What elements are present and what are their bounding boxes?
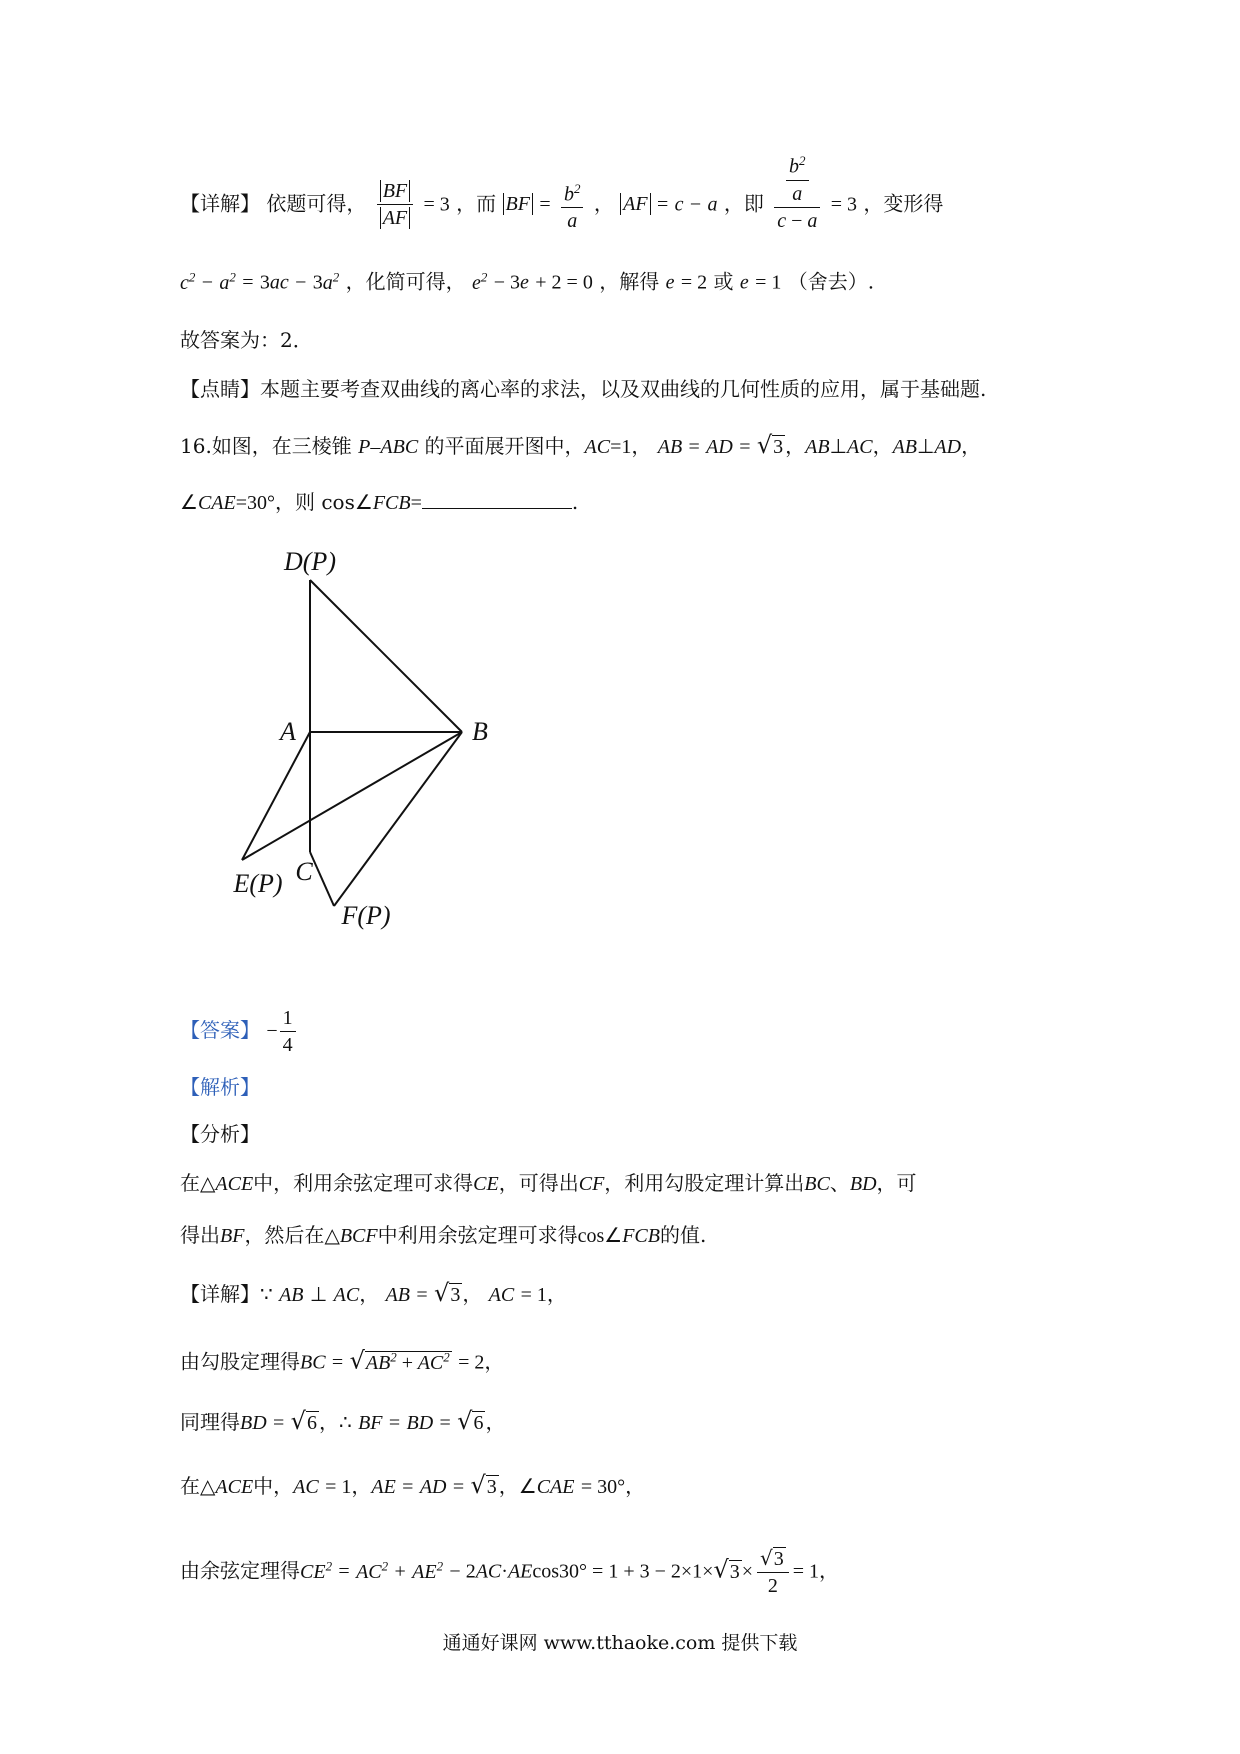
label-a: A bbox=[280, 717, 296, 746]
edge-c-f bbox=[310, 852, 334, 906]
detail2-line: 【详解】∵ AB ⊥ AC， AB = √3 ， AC = 1， bbox=[180, 1279, 567, 1307]
detail-line-1: 【详解】 依题可得， $\frac{BF}{AF}$ = 3 ，而 BF = $\frac{b^2}{a}$ ， AF = c − a ，即 $\frac{\frac{b^2}{a}}{c - a}$ = 3 ，变形得 bbox=[180, 162, 943, 248]
edge-f-b bbox=[334, 732, 462, 906]
answer-fraction: $\frac{1}{4}$ bbox=[280, 1005, 296, 1058]
step-bd: 同理得BD = √6 ，∴ BF = BD = √6 ， bbox=[180, 1407, 506, 1435]
fraction-compound: $\frac{\frac{b^2}{a}}{c - a}$ bbox=[774, 148, 820, 234]
dianjing-line: 【点睛】本题主要考查双曲线的离心率的求法，以及双曲线的几何性质的应用，属于基础题. bbox=[180, 377, 987, 401]
label-e: E(P) bbox=[233, 869, 283, 898]
jiexi-label: 【解析】 bbox=[180, 1075, 260, 1099]
fraction-b2-a: $\frac{b^2}{a}$ bbox=[561, 176, 584, 235]
fenxi-label: 【分析】 bbox=[180, 1122, 260, 1146]
step-cos: 由余弦定理得$CE^2 = AC^2 + AE^2 - 2AC\cdot AEcos30^\circ = 1 + 3 - 2\times 1\times√3$ × $\frac{√3}{2}$ = 1， bbox=[180, 1546, 840, 1597]
edge-d-b bbox=[310, 580, 462, 732]
label-f: F(P) bbox=[341, 901, 391, 930]
detail-line-2: $c^2 - a^2 = 3ac - 3a^2$ ，化简可得， $e^2 - 3e + 2 = 0$ ，解得 e = 2 或 e = 1 （舍去）. bbox=[180, 269, 875, 294]
question-16-line-1: 16.如图，在三棱锥 P–ABC 的平面展开图中，AC=1， AB = AD = √3 ，AB⊥AC，AB⊥AD， bbox=[180, 431, 982, 459]
answer-line: 【答案】 − $\frac{1}{4}$ bbox=[180, 1005, 300, 1058]
fraction-sqrt3-2: $\frac{√3}{2}$ bbox=[757, 1545, 789, 1599]
label-c: C bbox=[295, 857, 313, 886]
question-number: 16. bbox=[180, 434, 212, 458]
previous-answer: 故答案为：2． bbox=[180, 328, 313, 352]
detail-label: 【详解】 bbox=[180, 191, 260, 216]
fraction-bf-af: $\frac{BF}{AF}$ bbox=[377, 178, 413, 231]
dianjing-label: 【点睛】 bbox=[180, 377, 260, 401]
net-figure bbox=[200, 540, 520, 940]
analysis-line-1: 在△ACE中，利用余弦定理可求得CE，可得出CF，利用勾股定理计算出BC、BD，可 bbox=[180, 1171, 917, 1195]
question-16-line-2: ∠CAE=30°，则 cos∠FCB= . bbox=[180, 490, 579, 514]
detail2-label: 【详解】 bbox=[180, 1282, 260, 1306]
label-d: D(P) bbox=[284, 547, 336, 576]
label-b: B bbox=[472, 717, 488, 746]
analysis-line-2: 得出BF，然后在△BCF中利用余弦定理可求得cos∠FCB的值. bbox=[180, 1223, 707, 1247]
page-footer: 通通好课网 www.tthaoke.com 提供下载 bbox=[442, 1632, 798, 1654]
answer-label: 【答案】 bbox=[180, 1018, 260, 1042]
answer-blank bbox=[422, 488, 572, 509]
step-ce: 在△ACE中，AC = 1，AE = AD = √3 ，∠CAE = 30°， bbox=[180, 1471, 646, 1499]
step-bc: 由勾股定理得BC = $√AB^2 + AC^2 = 2$， bbox=[180, 1346, 505, 1375]
